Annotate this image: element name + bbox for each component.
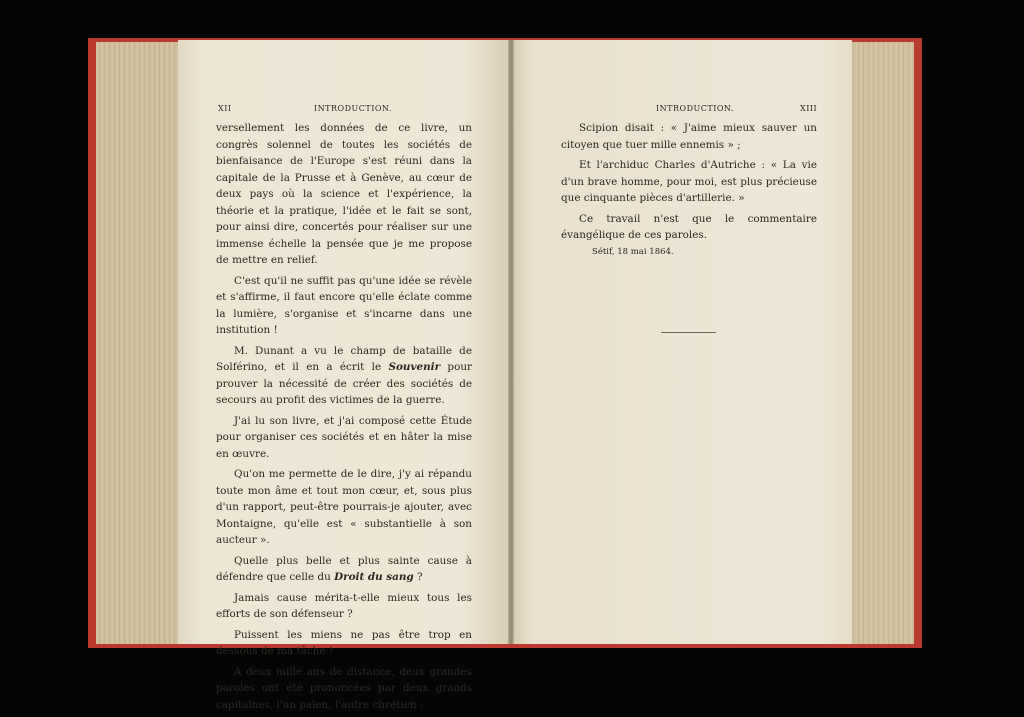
paragraph-text: ? (413, 571, 423, 583)
paragraph: A deux mille ans de distance, deux grandes paroles ont été prononcées par deux grands capitaines, l'un païen, l'autre chrétien : (216, 665, 472, 711)
paragraph: versellement les données de ce livre, un congrès solennel de toutes les sociétés de bienfaisance de l'Europe s'est réuni dans la capitale de la Prusse et à Genève, au cœur de deux pays où la science et l'expérience, la théorie et la pratique, l'idée et le fait se sont, pour ainsi dire, concertés pour réaliser sur une immense échelle la pensée que je me propose de mettre en relief. (216, 122, 472, 266)
paragraph-text: pour prouver la nécessité de créer des sociétés de secours au profit des victimes de la guerre. (216, 361, 472, 406)
book-gutter (508, 40, 514, 644)
left-page-body (216, 120, 472, 717)
left-page-edges (96, 42, 188, 644)
paragraph: Scipion disait : « J'aime mieux sauver un citoyen que tuer mille ennemis » ; (561, 122, 817, 151)
italic-title: Souvenir (388, 361, 441, 373)
paragraph (216, 553, 472, 586)
left-running-head: INTRODUCTION. (314, 104, 392, 113)
paragraph-text: Quelle plus belle et plus sainte cause à défendre que celle du (216, 554, 472, 583)
left-page-number: XII (218, 104, 232, 113)
date-signature: Sétif, 18 mai 1864. (592, 247, 674, 257)
paragraph: Puissent les miens ne pas être trop en dessous de ma tâche ! (216, 628, 472, 657)
right-running-head: INTRODUCTION. (656, 104, 734, 113)
paragraph: Jamais cause mérita-t-elle mieux tous les efforts de son défenseur ? (216, 591, 472, 620)
paragraph: Qu'on me permette de le dire, j'y ai répandu toute mon âme et tout mon cœur, et, sous plus d'un rapport, peut-être pourrais-je ajouter, avec Montaigne, qu'elle est « substantielle à son aucteur ». (216, 468, 472, 546)
paragraph: J'ai lu son livre, et j'ai composé cette Étude pour organiser ces sociétés et en hâter la mise en œuvre. (216, 414, 472, 460)
paragraph: Et l'archiduc Charles d'Autriche : « La vie d'un brave homme, pour moi, est plus précieuse que cinquante pièces d'artillerie. » (561, 159, 817, 204)
paragraph (216, 343, 472, 409)
paragraph-text: M. Dunant a vu le champ de bataille de Solférino, et il en a écrit le (216, 344, 472, 373)
right-page-body (561, 120, 817, 248)
italic-title: Droit du sang (334, 571, 414, 583)
right-page-edges (850, 42, 914, 644)
paragraph: Ce travail n'est que le commentaire évangélique de ces paroles. (561, 212, 817, 241)
right-page-number: XIII (800, 104, 818, 113)
section-rule (661, 332, 716, 333)
paragraph: C'est qu'il ne suffit pas qu'une idée se révèle et s'affirme, il faut encore qu'elle éclate comme la lumière, s'organise et s'incarne dans une institution ! (216, 274, 472, 336)
